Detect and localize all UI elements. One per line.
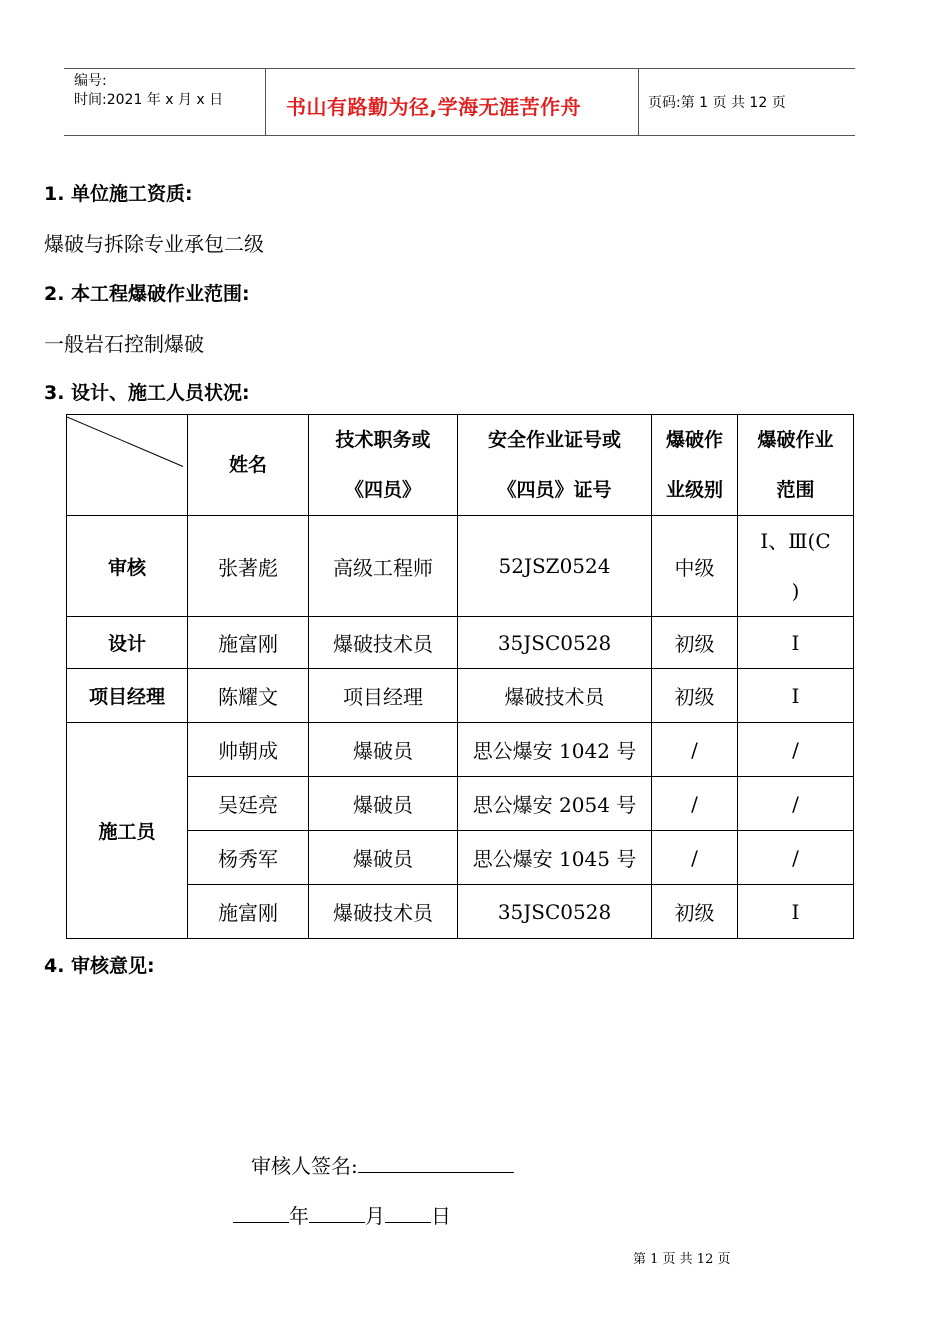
row-title: 项目经理 [309, 669, 458, 723]
table-row [67, 617, 854, 669]
worker-range: Ⅰ [738, 885, 854, 939]
year-blank[interactable] [233, 1204, 289, 1223]
worker-title: 爆破员 [309, 777, 458, 831]
header-motto: 书山有路勤为径,学海无涯苦作舟 [286, 95, 582, 119]
row-level: 中级 [652, 516, 738, 617]
header-range-line1: 爆破作业 [757, 429, 834, 451]
row-range: Ⅰ [738, 669, 854, 723]
row-range-line2: ) [791, 579, 800, 603]
worker-cert: 思公爆安 1045 号 [458, 831, 652, 885]
worker-name: 杨秀军 [188, 831, 309, 885]
document-time: 时间:2021 年 x 月 x 日 [74, 92, 224, 108]
section-2-title: 2. 本工程爆破作业范围: [44, 283, 250, 305]
worker-cert: 思公爆安 2054 号 [458, 777, 652, 831]
worker-title: 爆破员 [309, 723, 458, 777]
signature-label: 审核人签名: [251, 1154, 358, 1178]
worker-level: / [652, 777, 738, 831]
header-title-line1: 技术职务或 [335, 429, 431, 451]
header-level [652, 415, 738, 516]
row-role: 审核 [67, 516, 188, 617]
worker-title: 爆破员 [309, 831, 458, 885]
diagonal-line [67, 415, 187, 515]
month-blank[interactable] [309, 1204, 365, 1223]
worker-level: / [652, 723, 738, 777]
header-divider-right [638, 69, 639, 136]
row-role: 设计 [67, 617, 188, 669]
worker-name: 吴廷亮 [188, 777, 309, 831]
signature-line [251, 1150, 514, 1179]
header-cert-line2: 《四员》证号 [497, 479, 612, 501]
row-cert: 35JSC0528 [458, 617, 652, 669]
header-level-line2: 业级别 [665, 479, 723, 501]
header-level-line1: 爆破作 [665, 429, 723, 451]
section-2-body: 一般岩石控制爆破 [44, 332, 204, 356]
header-top-rule [64, 68, 855, 69]
table-row [67, 669, 854, 723]
header-page-info: 页码:第 1 页 共 12 页 [648, 95, 786, 111]
section-1-body: 爆破与拆除专业承包二级 [44, 232, 264, 256]
signature-blank[interactable] [358, 1154, 514, 1173]
row-cert: 52JSZ0524 [458, 516, 652, 617]
worker-range: / [738, 831, 854, 885]
worker-name: 帅朝成 [188, 723, 309, 777]
header-cert [458, 415, 652, 516]
row-range [738, 516, 854, 617]
row-level: 初级 [652, 617, 738, 669]
day-label: 日 [431, 1204, 451, 1228]
section-4-title: 4. 审核意见: [44, 955, 155, 977]
row-name: 张著彪 [188, 516, 309, 617]
row-role: 项目经理 [67, 669, 188, 723]
header-bottom-rule [64, 135, 855, 136]
worker-title: 爆破技术员 [309, 885, 458, 939]
table-row [67, 723, 854, 777]
row-name: 陈耀文 [188, 669, 309, 723]
worker-cert: 35JSC0528 [458, 885, 652, 939]
workers-role: 施工员 [67, 723, 188, 939]
header-title [309, 415, 458, 516]
month-label: 月 [365, 1204, 385, 1228]
section-3-title: 3. 设计、施工人员状况: [44, 382, 250, 404]
diagonal-corner-cell [67, 415, 188, 516]
header-range [738, 415, 854, 516]
worker-level: 初级 [652, 885, 738, 939]
section-1-title: 1. 单位施工资质: [44, 183, 193, 205]
row-range-line1: Ⅰ、Ⅲ(C [760, 529, 831, 553]
header-title-line2: 《四员》 [344, 479, 421, 501]
row-name: 施富刚 [188, 617, 309, 669]
table-row [67, 516, 854, 617]
row-title: 高级工程师 [309, 516, 458, 617]
row-cert: 爆破技术员 [458, 669, 652, 723]
row-title: 爆破技术员 [309, 617, 458, 669]
table-header-row [67, 415, 854, 516]
date-line [233, 1200, 451, 1229]
worker-level: / [652, 831, 738, 885]
header-range-line2: 范围 [776, 479, 815, 501]
worker-range: / [738, 723, 854, 777]
page-footer: 第 1 页 共 12 页 [633, 1252, 731, 1267]
row-range: Ⅰ [738, 617, 854, 669]
worker-name: 施富刚 [188, 885, 309, 939]
year-label: 年 [289, 1204, 309, 1228]
day-blank[interactable] [385, 1204, 431, 1223]
document-number-label: 编号: [74, 73, 107, 89]
worker-range: / [738, 777, 854, 831]
header-divider-left [265, 69, 266, 136]
personnel-table [66, 414, 854, 939]
header-name: 姓名 [188, 415, 309, 516]
worker-cert: 思公爆安 1042 号 [458, 723, 652, 777]
row-level: 初级 [652, 669, 738, 723]
header-cert-line1: 安全作业证号或 [487, 429, 621, 451]
